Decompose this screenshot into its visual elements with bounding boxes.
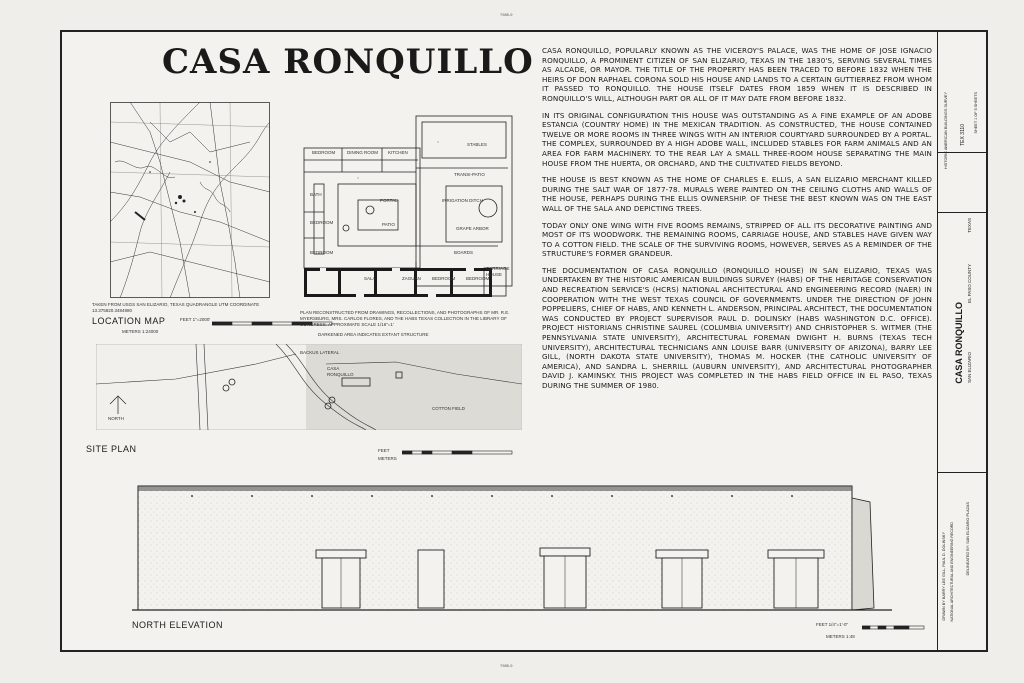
edge-mark-top: 7985-9 bbox=[500, 12, 513, 17]
title-block-sheet: SHEET 1 OF 5 SHEETS bbox=[974, 92, 978, 134]
plan-label-transi: TRANSI-PATIO bbox=[454, 172, 485, 177]
plan-label-bedroom-3: BEDROOM bbox=[310, 250, 334, 255]
title-block-name: CASA RONQUILLO bbox=[954, 302, 964, 384]
paragraph-3: THE HOUSE IS BEST KNOWN AS THE HOME OF CHARLES E. ELLIS, A SAN ELIZARIO MERCHANT KILLED DURING THE SALT WAR OF 1877-78. MURALS WERE PAINTED ON THE CEILING CLOTHS AND WALLS OF THE HOUSE, PERHAPS DURING THE ELLIS OWNERSHIP. OF THESE THE BEST KNOWN WAS ON THE EAST WALL OF THE SALA AND DEPICTING TREES. bbox=[542, 175, 932, 213]
edge-mark-bottom: 7985-9 bbox=[500, 663, 513, 668]
page-title: CASA RONQUILLO bbox=[162, 42, 534, 82]
paragraph-5: THE DOCUMENTATION OF CASA RONQUILLO (RONQUILLO HOUSE) IN SAN ELIZARIO, TEXAS WAS UNDERTAKEN BY THE HISTORIC AMERICAN BUILDINGS SURVEY (HABS) OF THE HERITAGE CONSERVATION AND RECREATION SERVICE'S (HCRS) NATIONAL ARCHITECTURAL AND ENGINEERING RECORD (NAER) IN COOPERATION WITH THE WEST TEXAS COUNCIL OF GOVERNMENTS. UNDER THE DIRECTION OF JOHN POPPELIERS, CHIEF OF HABS, AND KENNETH L. ANDERSON, PRINCIPAL ARCHITECT, THE DOCUMENTATION WAS CONDUCTED BY PROJECT SUPERVISOR PAUL D. DOLINSKY (HABS WASHINGTON D.C. OFFICE). PROJECT HISTORIANS CHRISTINE SAUREL (COLUMBIA UNIVERSITY) AND CHRISTOPHER S. WITMER (THE PENNSYLVANIA STATE UNIVERSITY), ARCHITECTURAL FOREMAN DWIGHT H. BURNS (TEXAS TECH UNIVERSITY), ARCHITECTURAL TECHNICIANS ANN LOUISE BARR (UNIVERSITY OF ARIZONA), BARRY LEE GILL, (NORTH DAKOTA STATE UNIVERSITY), THOMAS M. HOCKER (THE CATHOLIC UNIVERSITY OF AMERICA), AND SANDRA L. SHERRILL (AUBURN UNIVERSITY), AND ARCHITECTURAL PHOTOGRAPHER DAVID J. KAMINSKY. THIS PROJECT WAS COMPLETED IN THE HABS FIELD OFFICE IN EL PASO, TEXAS DURING THE SUMMER OF 1980. bbox=[542, 265, 932, 390]
title-block bbox=[937, 32, 986, 650]
elevation-scale-bar bbox=[862, 622, 932, 640]
plan-label-boards: BOARDS bbox=[454, 250, 474, 255]
title-block-location: SAN ELIZARIO bbox=[967, 352, 972, 384]
plan-legend: DARKENED AREA INDICATES EXTANT STRUCTURE bbox=[318, 332, 429, 337]
site-label-lateral: BACKUS LATERAL bbox=[300, 350, 340, 355]
paragraph-1: CASA RONQUILLO, POPULARLY KNOWN AS THE VICEROY'S PALACE, WAS THE HOME OF JOSE IGNACIO RONQUILLO, A PROMINENT CITIZEN OF SAN ELIZARIO, TEXAS IN THE 1830'S, SERVING SEVERAL TIMES AS ALCADE, OR MAYOR. THE TITLE OF THE PROPERTY HAS BEEN TRACED TO BEFORE 1832 WHEN THE HEIRS OF DON RAPHAEL CORONA SOLD HIS HOUSE AND LANDS TO A CERTAIN GUTTIERREZ FROM WHOM IT PASSED TO RONQUILLO. THE HOUSE ITSELF DATES FROM 1859 WHEN IT IS DESCRIBED IN RONQUILLO'S WILL, ALTHOUGH PART OR ALL OF IT MAY DATE FROM BEFORE 1832. bbox=[542, 46, 932, 103]
title-block-survey-no: TEX 3110 bbox=[960, 124, 966, 146]
title-block-county: EL PASO COUNTY bbox=[967, 264, 972, 304]
plan-note: PLAN RECONSTRUCTED FROM DRAWINGS, RECOLLECTIONS, AND PHOTOGRAPHS OF MR. R.E. MYERSBURG, MRS. CARLOS FLORES, AND THE HABS TEXAS COLLECTION IN THE LIBRARY OF CONGRESS. APPROXIMATE SCALE 1/16"=1' bbox=[300, 310, 510, 327]
plan-label-patio: PATIO bbox=[382, 222, 395, 227]
location-map bbox=[110, 102, 270, 298]
paragraph-4: TODAY ONLY ONE WING WITH FIVE ROOMS REMAINS, STRIPPED OF ALL ITS DECORATIVE PAINTING AND MOST OF ITS WOODWORK. THE REMAINING ROOMS, CARRIAGE HOUSE, AND STABLES HAVE GIVEN WAY TO A COTTON FIELD. THE SCALE OF THE SURVIVING ROOMS, HOWEVER, SERVES AS A REMINDER OF THE STRUCTURE'S FORMER GRANDEUR. bbox=[542, 220, 932, 259]
plan-label-portal: PORTAL bbox=[380, 198, 398, 203]
plan-label-bedroom-5: BEDROOM bbox=[466, 276, 490, 281]
site-plan bbox=[96, 344, 522, 430]
north-elevation bbox=[132, 478, 932, 618]
plan-label-kitchen: KITCHEN bbox=[388, 150, 408, 155]
plan-label-bedroom-2: BEDROOM bbox=[310, 220, 334, 225]
title-block-delineator: DELINEATED BY: SAN ELIZARIO PLAZAS bbox=[966, 502, 970, 576]
plan-label-bath: BATH bbox=[310, 192, 322, 197]
site-plan-caption: SITE PLAN bbox=[86, 444, 137, 454]
plan-label-ditch: IRRIGATION DITCH bbox=[442, 198, 483, 203]
site-label-field: COTTON FIELD bbox=[432, 406, 465, 411]
plan-label-dining: DINING ROOM bbox=[347, 150, 378, 155]
site-plan-drawing bbox=[96, 344, 522, 430]
title-block-credits: DRAWN BY BARRY LEE GILL, PAUL D. DOLINSKY bbox=[942, 532, 946, 621]
plan-label-bedroom: BEDROOM bbox=[312, 150, 336, 155]
site-label-north: NORTH bbox=[108, 416, 124, 421]
site-plan-scale-bar bbox=[402, 448, 522, 467]
site-plan-scale-meters: METERS bbox=[378, 456, 397, 461]
plan-label-sala: SALA bbox=[364, 276, 376, 281]
plan-label-carriage: CARRIAGE HOUSE bbox=[486, 266, 510, 277]
location-map-scale-meters: METERS 1:24000 bbox=[122, 329, 159, 334]
description-text bbox=[542, 46, 932, 398]
plan-label-arbor: GRAPE ARBOR bbox=[456, 226, 489, 231]
elevation-scale-meters: METERS 1:48 bbox=[826, 634, 855, 639]
elevation-scale-feet: FEET 1/4"=1'-0" bbox=[816, 622, 849, 627]
paragraph-2: IN ITS ORIGINAL CONFIGURATION THIS HOUSE WAS OUTSTANDING AS A FINE EXAMPLE OF AN ADOBE ESTANCIA (COUNTRY HOME) IN THE MEXICAN TRADITION. AS CONSTRUCTED, THE HOUSE CONTAINED TWELVE OR MORE ROOMS IN THREE WINGS WITH AN INTERIOR COURTYARD SURROUNDED BY A PORTAL. THE COMPLEX, SURROUNDED BY A HIGH ADOBE WALL, INCLUDED STABLES FOR FARM ANIMALS AND AN AREA FOR FARM MACHINERY. TO THE REAR LAY A SMALL THREE-ROOM HOUSE SEPARATING THE MAIN HOUSE FROM THE HUERTA, OR ORCHARD, AND THE CULTIVATED FIELDS BEYOND. bbox=[542, 110, 932, 168]
location-map-drawing bbox=[110, 102, 270, 298]
title-block-agency: NATIONAL ARCHITECTURAL AND ENGINEERING RECORD bbox=[950, 522, 954, 622]
title-block-state: TEXAS bbox=[967, 218, 972, 233]
title-block-survey: HISTORIC AMERICAN BUILDINGS SURVEY bbox=[944, 92, 948, 170]
plan-label-stables: STABLES bbox=[467, 142, 487, 147]
plan-label-bedroom-4: BEDROOM bbox=[432, 276, 456, 281]
location-map-caption: LOCATION MAP bbox=[92, 316, 166, 326]
north-elevation-caption: NORTH ELEVATION bbox=[132, 620, 224, 630]
location-map-scale-feet: FEET 1"=2000' bbox=[180, 317, 211, 322]
drawing-sheet bbox=[60, 30, 988, 652]
location-map-source: TAKEN FROM USGS SAN ELIZARIO, TEXAS QUADRANGLE UTM COORDINATE 13.375820.3484980 bbox=[92, 302, 260, 313]
site-label-casa: CASA RONQUILLO bbox=[327, 366, 354, 377]
plan-label-zaguan: ZAGUAN bbox=[402, 276, 421, 281]
north-elevation-drawing bbox=[132, 478, 932, 618]
site-plan-scale-feet: FEET bbox=[378, 448, 390, 453]
